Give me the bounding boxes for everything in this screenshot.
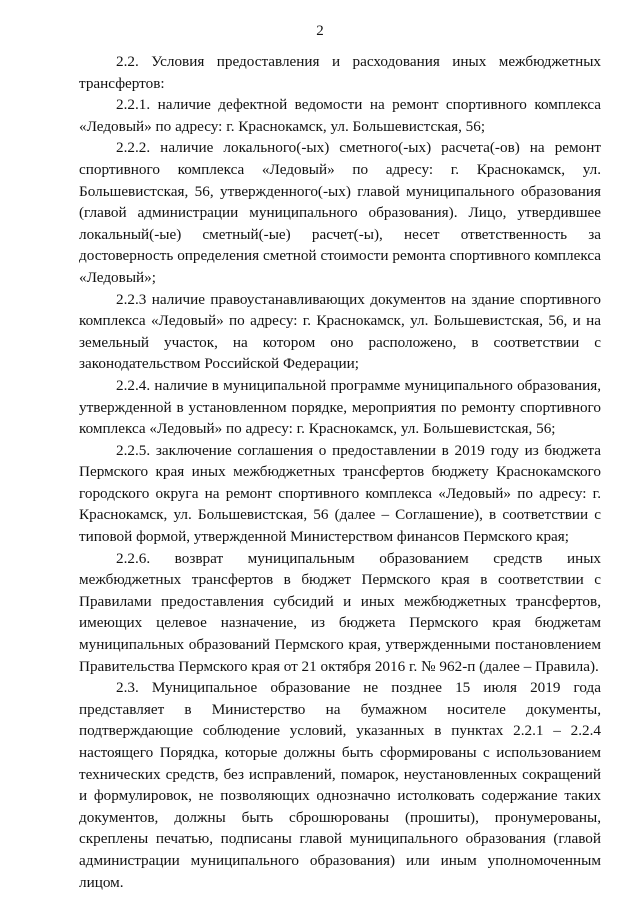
paragraph-2-2-1: 2.2.1. наличие дефектной ведомости на ремонт спортивного комплекса «Ледовый» по адресу: г. Краснокамск, ул. Большевистская, 56; [79, 96, 601, 135]
paragraph-2-2-6: 2.2.6. возврат муниципальным образованием средств иных межбюджетных трансфертов в бюджет Пермского края в соответствии с Правилами предоставления субсидий и иных межбюджетных трансфертов, имеющих целевое назначение, из бюджета Пермского края бюджетам муниципальных образований Пермского края, утвержденными постановлением Правительства Пермского края от 21 октября 2016 г. № 962-п (далее – Правила). [79, 549, 601, 675]
document-body [79, 51, 601, 893]
paragraph-2-2-2: 2.2.2. наличие локального(-ых) сметного(-ых) расчета(-ов) на ремонт спортивного комплекса «Ледовый» по адресу: г. Краснокамск, ул. Большевистская, 56, утвержденного(-ых) главой муниципального образования (главой администрации муниципального образования). Лицо, утвердившее локальный(-ые) сметный(-ые) расчет(-ы), несет ответственность за достоверность определения сметной стоимости ремонта спортивного комплекса «Ледовый»; [79, 139, 601, 286]
paragraph-2-2-5: 2.2.5. заключение соглашения о предоставлении в 2019 году из бюджета Пермского края иных межбюджетных трансфертов бюджету Краснокамского городского округа на ремонт спортивного комплекса «Ледовый» по адресу: г. Краснокамск, ул. Большевистская, 56 (далее – Соглашение), в соответствии с типовой формой, утвержденной Министерством финансов Пермского края; [79, 441, 601, 546]
paragraph-2-2-3: 2.2.3 наличие правоустанавливающих документов на здание спортивного комплекса «Ледовый» по адресу: г. Краснокамск, ул. Большевистская, 56, и на земельный участок, на котором оно расположено, в соответствии с законодательством Российской Федерации; [79, 290, 601, 373]
page-number: 2 [316, 23, 324, 39]
paragraph-2-2-4: 2.2.4. наличие в муниципальной программе муниципального образования, утвержденной в установленном порядке, мероприятия по ремонту спортивного комплекса «Ледовый» по адресу: г. Краснокамск, ул. Большевистская, 56; [79, 376, 601, 438]
paragraph-2-2: 2.2. Условия предоставления и расходования иных межбюджетных трансфертов: [79, 53, 601, 92]
paragraph-2-3: 2.3. Муниципальное образование не позднее 15 июля 2019 года представляет в Министерство на бумажном носителе документы, подтверждающие соблюдение условий, указанных в пунктах 2.2.1 – 2.2.4 настоящего Порядка, которые должны быть сформированы с использованием технических средств, без исправлений, помарок, неустановленных сокращений и формулировок, не позволяющих однозначно истолковать содержание таких документов, должны быть сброшюрованы (прошиты), пронумерованы, скреплены печатью, подписаны главой муниципального образования (главой администрации муниципального образования) или иным уполномоченным лицом. [79, 679, 601, 891]
